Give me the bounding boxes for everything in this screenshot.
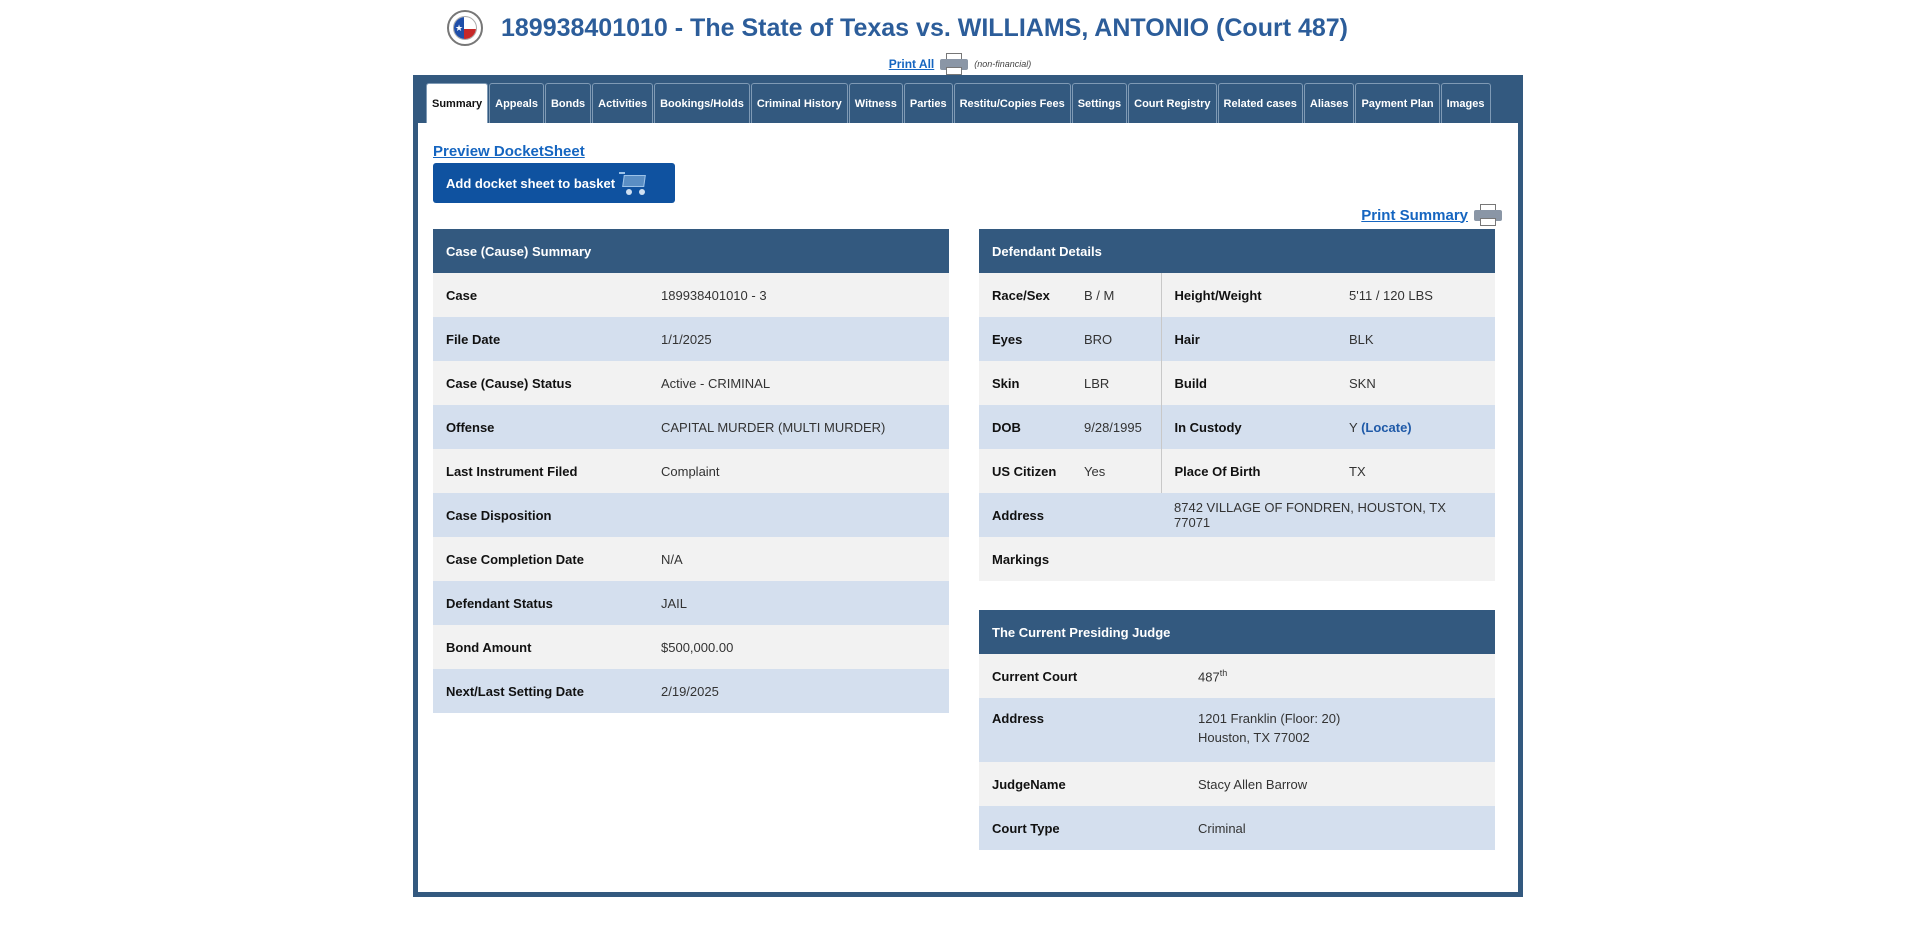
court-address-line1: 1201 Franklin (Floor: 20) — [1198, 711, 1341, 726]
locate-link[interactable]: (Locate) — [1361, 419, 1412, 435]
table-row: Defendant Status JAIL — [433, 581, 949, 625]
table-row: Offense CAPITAL MURDER (MULTI MURDER) — [433, 405, 949, 449]
add-basket-label: Add docket sheet to basket — [446, 175, 616, 191]
tab-court-registry[interactable]: Court Registry — [1128, 83, 1216, 123]
defendant-details-table — [979, 229, 1495, 581]
tab-bar — [418, 75, 1518, 123]
case-frame — [413, 75, 1523, 897]
tab-settings[interactable]: Settings — [1072, 83, 1127, 123]
table-row: File Date 1/1/2025 — [433, 317, 949, 361]
tab-bonds[interactable]: Bonds — [545, 83, 591, 123]
tab-activities[interactable]: Activities — [592, 83, 653, 123]
table-row: Eyes BRO Hair BLK — [979, 317, 1495, 361]
print-all-link[interactable]: Print All — [888, 57, 935, 71]
preview-docketsheet-link[interactable]: Preview DocketSheet — [433, 143, 585, 160]
print-all-row — [0, 52, 1920, 76]
add-docket-to-basket-button[interactable] — [433, 163, 675, 203]
table-row: US Citizen Yes Place Of Birth TX — [979, 449, 1495, 493]
table-row: Case 189938401010 - 3 — [433, 273, 949, 317]
tab-images[interactable]: Images — [1441, 83, 1491, 123]
current-court-value: 487 — [1198, 669, 1220, 685]
tab-appeals[interactable]: Appeals — [489, 83, 544, 123]
table-row: DOB 9/28/1995 In Custody Y (Locate) — [979, 405, 1495, 449]
court-address-line2: Houston, TX 77002 — [1198, 730, 1310, 745]
table-row: Court Type Criminal — [979, 806, 1495, 850]
presiding-judge-heading: The Current Presiding Judge — [979, 610, 1495, 654]
printer-icon[interactable] — [1473, 203, 1503, 227]
print-summary-row — [1361, 203, 1508, 227]
defendant-details-heading: Defendant Details — [979, 229, 1495, 273]
table-row: Race/Sex B / M Height/Weight 5'11 / 120 LBS — [979, 273, 1495, 317]
page-title: 189938401010 - The State of Texas vs. WILLIAMS, ANTONIO (Court 487) — [500, 13, 1349, 42]
print-summary-link[interactable]: Print Summary — [1361, 206, 1468, 224]
table-row: Next/Last Setting Date 2/19/2025 — [433, 669, 949, 713]
tab-bookings-holds[interactable]: Bookings/Holds — [654, 83, 750, 123]
table-row: Markings — [979, 537, 1495, 581]
tab-parties[interactable]: Parties — [904, 83, 953, 123]
in-custody-value: Y — [1349, 419, 1358, 435]
page-header — [0, 10, 1920, 46]
summary-panel — [418, 123, 1518, 892]
tab-payment-plan[interactable]: Payment Plan — [1355, 83, 1439, 123]
table-row: Case (Cause) Status Active - CRIMINAL — [433, 361, 949, 405]
table-row: JudgeName Stacy Allen Barrow — [979, 762, 1495, 806]
court-ordinal-suffix: th — [1219, 667, 1228, 678]
print-all-note: (non-financial) — [974, 59, 1032, 69]
table-row: Address 1201 Franklin (Floor: 20) Houston, TX 77002 — [979, 698, 1495, 762]
table-row: Case Disposition — [433, 493, 949, 537]
tab-criminal-history[interactable]: Criminal History — [751, 83, 848, 123]
tab-restitu-copies-fees[interactable]: Restitu/Copies Fees — [954, 83, 1071, 123]
printer-icon[interactable] — [939, 52, 969, 76]
table-row: Address 8742 VILLAGE OF FONDREN, HOUSTON, TX 77071 — [979, 493, 1495, 537]
table-row: Bond Amount $500,000.00 — [433, 625, 949, 669]
texas-county-seal-icon: ★ — [447, 10, 483, 46]
tab-aliases[interactable]: Aliases — [1304, 83, 1355, 123]
table-row: Current Court 487th — [979, 654, 1495, 698]
tab-summary[interactable]: Summary — [426, 83, 488, 123]
tab-related-cases[interactable]: Related cases — [1218, 83, 1303, 123]
case-summary-table — [433, 229, 949, 713]
presiding-judge-table — [979, 610, 1495, 850]
table-row: Case Completion Date N/A — [433, 537, 949, 581]
table-row: Last Instrument Filed Complaint — [433, 449, 949, 493]
shopping-cart-icon — [619, 170, 649, 196]
table-row: Skin LBR Build SKN — [979, 361, 1495, 405]
case-summary-heading: Case (Cause) Summary — [433, 229, 949, 273]
tab-witness[interactable]: Witness — [849, 83, 903, 123]
